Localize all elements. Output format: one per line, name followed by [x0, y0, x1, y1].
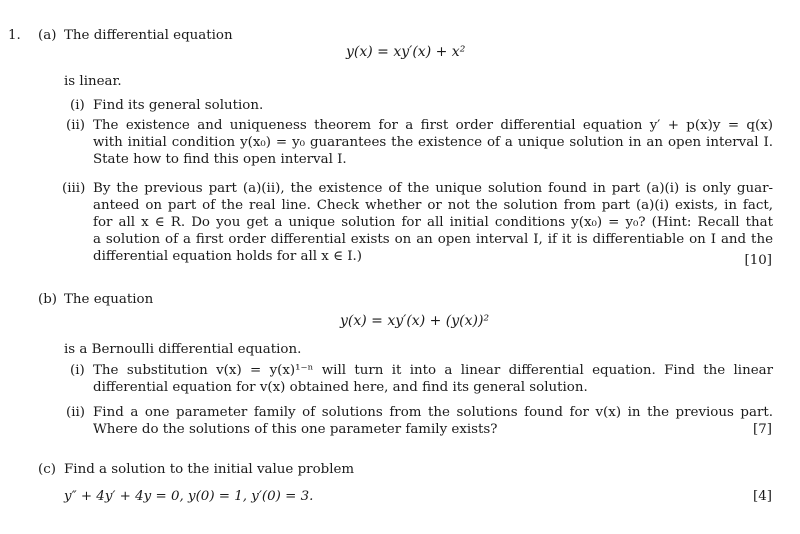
- part-b-item-i-text: [93, 362, 773, 396]
- part-a-item-ii-label: (ii): [66, 118, 86, 133]
- line: The substitution v(x) = y(x)¹⁻ⁿ will turn it into a linear differential equation. Find the linear: [93, 363, 773, 378]
- part-b-after: is a Bernoulli differential equation.: [64, 342, 302, 357]
- part-c-marks: [4]: [753, 489, 772, 504]
- part-a-item-i-text: Find its general solution.: [93, 98, 264, 113]
- part-b-item-i-label: (i): [70, 363, 85, 378]
- part-b-marks: [7]: [753, 422, 772, 437]
- line: with initial condition y(x₀) = y₀ guarantees the existence of a unique solution in an open interval I.: [93, 135, 773, 150]
- line: anteed on part of the real line. Check whether or not the solution from part (a)(i) exists, in fact,: [93, 198, 773, 213]
- part-b-label: (b): [38, 292, 58, 307]
- part-c-label: (c): [38, 462, 56, 477]
- part-a-item-iii-label: (iii): [62, 181, 86, 196]
- line: State how to find this open interval I.: [93, 152, 347, 167]
- line: By the previous part (a)(ii), the existence of the unique solution found in part (a)(i) is only guar-: [93, 181, 773, 196]
- question-number: 1.: [8, 28, 21, 43]
- part-a-marks: [10]: [744, 253, 772, 268]
- part-a-item-i-label: (i): [70, 98, 85, 113]
- line: The existence and uniqueness theorem for a first order differential equation y′ + p(x)y = q(x): [93, 118, 773, 133]
- part-a-intro: The differential equation: [64, 28, 233, 43]
- line: for all x ∈ R. Do you get a unique solution for all initial conditions y(x₀) = y₀? (Hint: Recall that: [93, 215, 773, 230]
- part-a-equation: y(x) = xy′(x) + x²: [346, 44, 466, 60]
- part-c-equation: y″ + 4y′ + 4y = 0, y(0) = 1, y′(0) = 3.: [64, 489, 314, 504]
- part-b-equation: y(x) = xy′(x) + (y(x))²: [340, 313, 490, 329]
- part-b-intro: The equation: [64, 292, 154, 307]
- part-a-item-iii-text: [93, 180, 773, 265]
- part-b-item-ii-label: (ii): [66, 405, 86, 420]
- line: Find a one parameter family of solutions from the solutions found for v(x) in the previous part.: [93, 405, 773, 420]
- part-a-label: (a): [38, 28, 57, 43]
- part-a-after: is linear.: [64, 74, 122, 89]
- part-a-item-ii-text: [93, 117, 773, 168]
- line: differential equation for v(x) obtained here, and find its general solution.: [93, 380, 588, 395]
- part-b-item-ii-text: [93, 404, 773, 438]
- line: differential equation holds for all x ∈ I.): [93, 249, 363, 264]
- line: a solution of a first order differential exists on an open interval I, if it is differentiable on I and the: [93, 232, 773, 247]
- line: Where do the solutions of this one parameter family exists?: [93, 422, 498, 437]
- part-c-intro: Find a solution to the initial value problem: [64, 462, 355, 477]
